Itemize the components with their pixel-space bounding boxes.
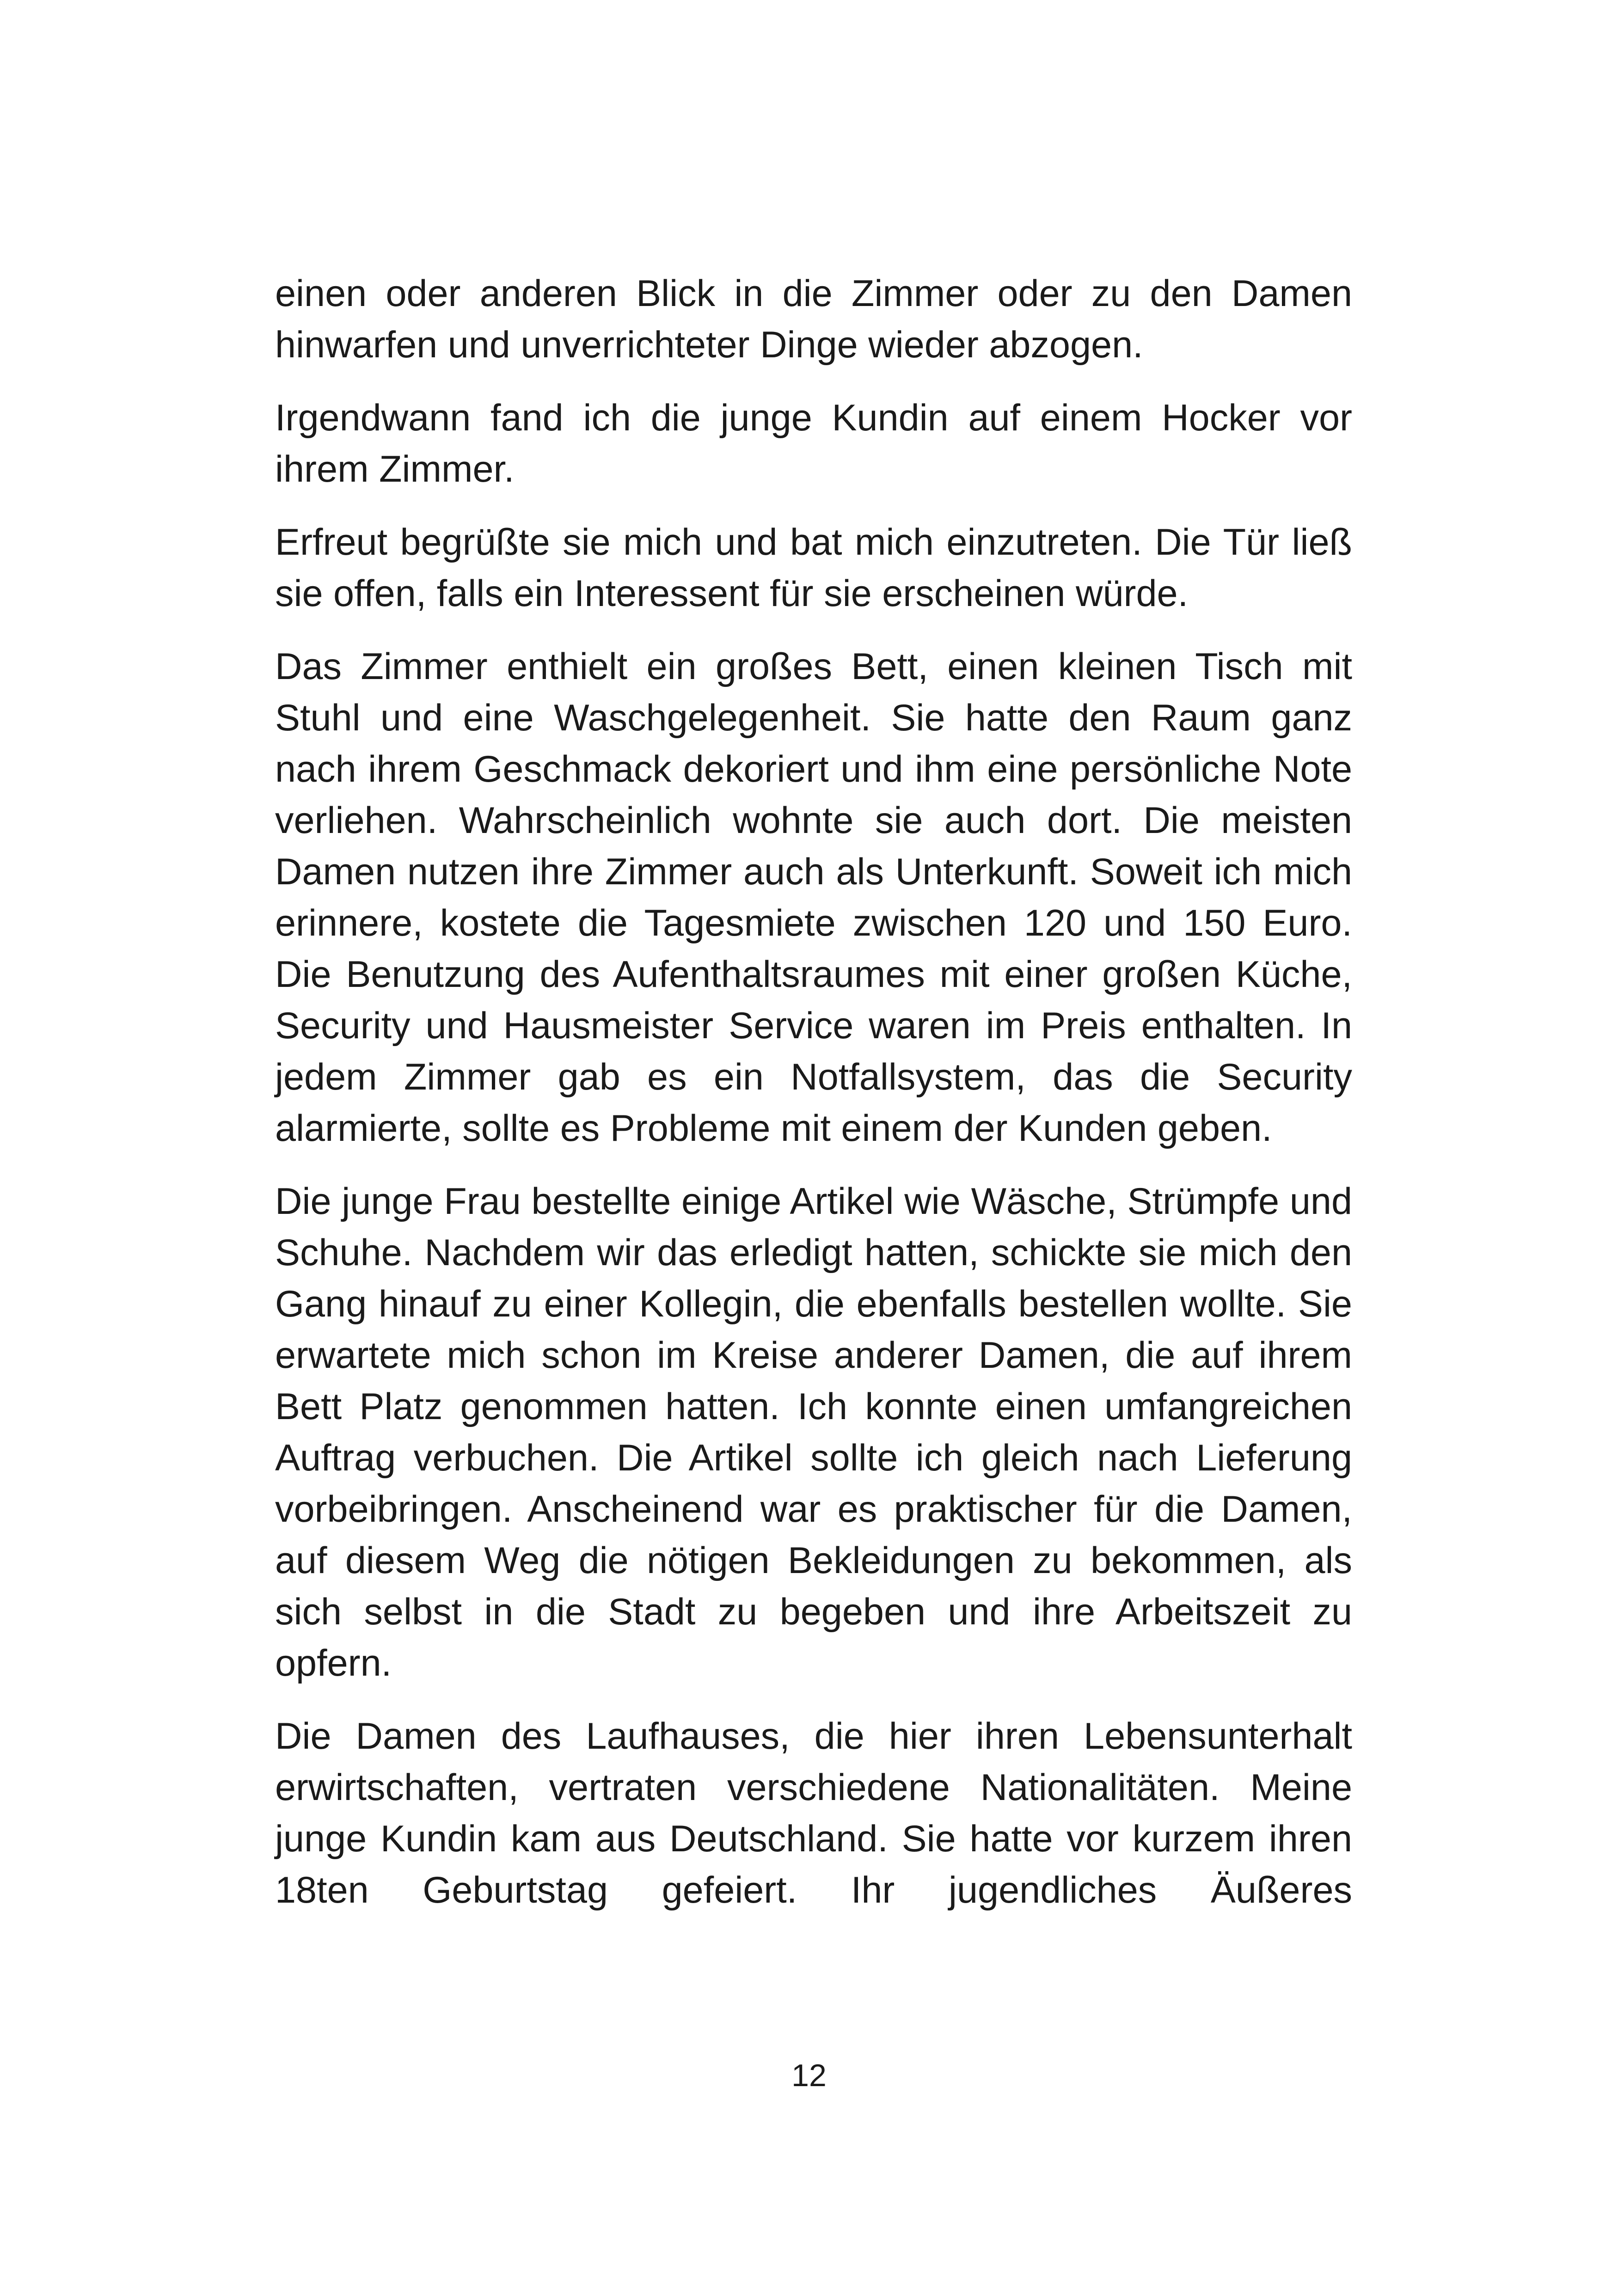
body-text <box>275 268 1352 1916</box>
paragraph-1: einen oder anderen Blick in die Zimmer oder zu den Damen hinwarfen und unverrichteter Dinge wieder abzogen. <box>275 273 1352 366</box>
paragraph-5: Die junge Frau bestellte einige Artikel wie Wäsche, Strümpfe und Schuhe. Nachdem wir das erledigt hatten, schickte sie mich den Gang hinauf zu einer Kollegin, die ebenfalls bestellen wollte. Sie erwartete mich schon im Kreise anderer Damen, die auf ihrem Bett Platz genommen hatten. Ich konnte einen umfangreichen Auftrag verbuchen. Die Artikel sollte ich gleich nach Lieferung vorbeibringen. Anscheinend war es praktischer für die Damen, auf diesem Weg die nötigen Bekleidungen zu bekommen, als sich selbst in die Stadt zu begeben und ihre Arbeitszeit zu opfern. <box>275 1181 1352 1684</box>
paragraph-2: Irgendwann fand ich die junge Kundin auf einem Hocker vor ihrem Zimmer. <box>275 397 1352 490</box>
paragraph-6: Die Damen des Laufhauses, die hier ihren Lebensunterhalt erwirtschaften, vertraten verschiedene Nationalitäten. Meine junge Kundin kam aus Deutschland. Sie hatte vor kurzem ihren 18ten Geburtstag gefeiert. Ihr jugendliches Äußeres <box>275 1715 1352 1911</box>
page-number: 12 <box>791 2058 827 2093</box>
paragraph-4: Das Zimmer enthielt ein großes Bett, einen kleinen Tisch mit Stuhl und eine Waschgelegenheit. Sie hatte den Raum ganz nach ihrem Geschmack dekoriert und ihm eine persönliche Note verliehen. Wahrscheinlich wohnte sie auch dort. Die meisten Damen nutzen ihre Zimmer auch als Unterkunft. Soweit ich mich erinnere, kostete die Tagesmiete zwischen 120 und 150 Euro. Die Benutzung des Aufenthaltsraumes mit einer großen Küche, Security und Hausmeister Service waren im Preis enthalten. In jedem Zimmer gab es ein Notfallsystem, das die Security alarmierte, sollte es Probleme mit einem der Kunden geben. <box>275 646 1352 1149</box>
paragraph-3: Erfreut begrüßte sie mich und bat mich einzutreten. Die Tür ließ sie offen, falls ein Interessent für sie erscheinen würde. <box>275 521 1352 614</box>
